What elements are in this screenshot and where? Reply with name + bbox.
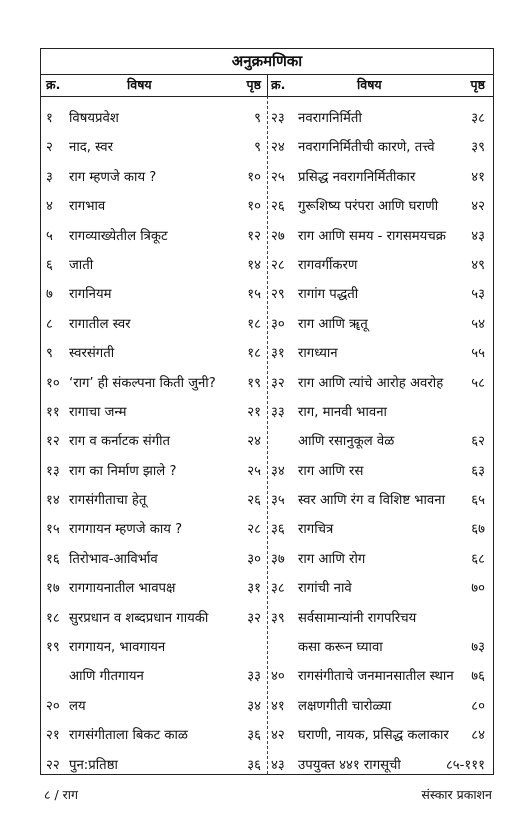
toc-row bbox=[41, 604, 267, 633]
header-subject: विषय bbox=[357, 77, 382, 92]
toc-entry-number: ३० bbox=[271, 316, 285, 332]
toc-entry-page: ३४ bbox=[247, 698, 261, 714]
toc-row bbox=[267, 310, 493, 339]
toc-entry-number: १२ bbox=[46, 434, 60, 450]
toc-entry-number: ३५ bbox=[271, 493, 285, 509]
toc-entry-page: ३६ bbox=[247, 757, 261, 773]
toc-entry-subject: रागसंगीताला बिकट काळ bbox=[69, 728, 188, 744]
toc-entry-number: २९ bbox=[271, 287, 285, 303]
toc-entry-number: ३८ bbox=[271, 581, 285, 597]
toc-entry-page: १५ bbox=[247, 287, 261, 303]
toc-entry-subject: रागसंगीताचे जनमानसातील स्थान bbox=[298, 669, 454, 685]
toc-entry-page: ५४ bbox=[471, 316, 485, 332]
toc-entry-subject: सर्वसामान्यांनी रागपरिचय bbox=[298, 610, 417, 626]
toc-entry-page: ७६ bbox=[471, 669, 485, 685]
header-right bbox=[267, 74, 493, 97]
toc-row bbox=[41, 310, 267, 339]
toc-entry-number: १८ bbox=[46, 610, 60, 626]
toc-entry-subject: रागसंगीताचा हेतू bbox=[69, 493, 147, 509]
toc-entry-number: १० bbox=[46, 375, 60, 391]
toc-entry-number: २५ bbox=[271, 169, 285, 185]
toc-entry-page: ७३ bbox=[471, 640, 485, 656]
toc-row bbox=[41, 222, 267, 251]
toc-entry-subject: रागभाव bbox=[69, 199, 106, 215]
toc-entry-page: २६ bbox=[247, 493, 261, 509]
toc-entry-subject: जाती bbox=[69, 257, 94, 273]
toc-row bbox=[41, 457, 267, 486]
toc-entry-subject: रागगायनातील भावपक्ष bbox=[69, 581, 176, 597]
toc-entry-subject: लय bbox=[69, 698, 86, 714]
toc-entry-page: ३८ bbox=[471, 111, 485, 126]
toc-entry-page: ३३ bbox=[247, 669, 261, 685]
toc-entry-subject: स्वर आणि रंग व विशिष्ट भावना bbox=[298, 493, 445, 509]
toc-entry-subject: राग आणि रोग bbox=[298, 551, 366, 567]
toc-entry-page: ३६ bbox=[247, 728, 261, 744]
toc-row bbox=[41, 398, 267, 427]
toc-row bbox=[41, 369, 267, 398]
toc-entry-page: ८५-१११ bbox=[445, 757, 485, 773]
toc-entry-page: ९ bbox=[254, 140, 261, 156]
toc-title: अनुक्रमणिका bbox=[41, 49, 493, 75]
toc-row bbox=[41, 280, 267, 309]
toc-row bbox=[267, 104, 493, 133]
toc-entry-number: ४३ bbox=[271, 757, 285, 773]
toc-entry-number: २० bbox=[46, 698, 60, 714]
toc-entry-page: १८ bbox=[247, 316, 261, 332]
toc-entry-page: ५३ bbox=[471, 287, 485, 303]
header-page: पृष्ठ bbox=[470, 77, 485, 92]
toc-entry-subject: उपयुक्त ४४१ रागसूची bbox=[298, 757, 401, 773]
left-column bbox=[41, 104, 267, 780]
toc-entry-number: २२ bbox=[46, 757, 60, 773]
toc-entry-number: २३ bbox=[271, 111, 285, 126]
toc-entry-page: ३९ bbox=[471, 140, 485, 156]
toc-row bbox=[41, 662, 267, 691]
toc-row bbox=[267, 457, 493, 486]
toc-entry-page: २५ bbox=[247, 463, 261, 479]
toc-entry-subject: ‘राग’ ही संकल्पना किती जुनी? bbox=[69, 375, 216, 391]
toc-entry-page: ७० bbox=[471, 581, 485, 597]
toc-entry-number: ८ bbox=[46, 316, 53, 332]
toc-entry-subject: रागवर्गीकरण bbox=[298, 257, 358, 273]
toc-row bbox=[267, 251, 493, 280]
toc-entry-number: ११ bbox=[46, 404, 60, 420]
toc-entry-page: ८० bbox=[471, 698, 485, 714]
toc-entry-page: १० bbox=[247, 169, 261, 185]
toc-entry-number: १७ bbox=[46, 581, 60, 597]
toc-entry-subject: राग आणि त्यांचे आरोह अवरोह bbox=[298, 375, 444, 391]
toc-entry-subject: रागगायन म्हणजे काय ? bbox=[69, 522, 183, 538]
toc-entry-page: ३० bbox=[247, 551, 261, 567]
toc-row bbox=[41, 427, 267, 456]
toc-entry-number: ४ bbox=[46, 199, 53, 215]
toc-row bbox=[267, 545, 493, 574]
toc-entry-number: ३७ bbox=[271, 551, 285, 567]
toc-row bbox=[41, 721, 267, 750]
toc-entry-subject: रागचित्र bbox=[298, 522, 334, 538]
toc-entry-subject: नाद, स्वर bbox=[69, 140, 113, 156]
toc-entry-subject: रागगायन, भावगायन bbox=[69, 640, 166, 656]
toc-entry-subject: लक्षणगीती चारोळ्या bbox=[298, 698, 392, 714]
toc-entry-subject: राग म्हणजे काय ? bbox=[69, 169, 157, 185]
toc-entry-number: ७ bbox=[46, 287, 53, 303]
toc-row bbox=[41, 133, 267, 162]
toc-row bbox=[41, 251, 267, 280]
toc-row bbox=[267, 721, 493, 750]
toc-row bbox=[41, 486, 267, 515]
toc-row bbox=[41, 192, 267, 221]
toc-entry-subject: रागांची नावे bbox=[298, 581, 352, 597]
toc-entry-number: ३ bbox=[46, 169, 53, 185]
toc-row bbox=[41, 104, 267, 133]
toc-row bbox=[267, 339, 493, 368]
toc-row bbox=[267, 280, 493, 309]
right-column bbox=[267, 104, 493, 780]
toc-row bbox=[41, 545, 267, 574]
toc-row bbox=[267, 398, 493, 427]
toc-row bbox=[267, 133, 493, 162]
toc-entry-subject: कसा करून घ्यावा bbox=[298, 640, 383, 656]
toc-row bbox=[267, 486, 493, 515]
toc-entry-number: ३१ bbox=[271, 346, 285, 362]
toc-entry-page: १४ bbox=[247, 257, 261, 273]
toc-entry-page: ६३ bbox=[471, 463, 485, 479]
toc-row bbox=[267, 662, 493, 691]
toc-entry-page: ६५ bbox=[471, 493, 485, 509]
toc-row bbox=[267, 163, 493, 192]
toc-entry-number: ३२ bbox=[271, 375, 285, 391]
toc-entry-page: ४२ bbox=[471, 199, 485, 215]
toc-entry-page: २४ bbox=[247, 434, 261, 450]
toc-row bbox=[41, 574, 267, 603]
toc-entry-number: १३ bbox=[46, 463, 60, 479]
toc-entry-page: ६२ bbox=[471, 434, 485, 450]
toc-row bbox=[41, 633, 267, 662]
header-page: पृष्ठ bbox=[246, 77, 261, 92]
toc-row bbox=[267, 222, 493, 251]
toc-row bbox=[267, 633, 493, 662]
toc-entry-page: ४९ bbox=[471, 257, 485, 273]
toc-entry-page: ५८ bbox=[471, 375, 485, 391]
toc-entry-page: ६८ bbox=[471, 551, 485, 567]
toc-entry-subject: सुरप्रधान व शब्दप्रधान गायकी bbox=[69, 610, 209, 626]
toc-entry-number: ६ bbox=[46, 257, 53, 273]
toc-entry-number: ४१ bbox=[271, 698, 285, 714]
toc-row bbox=[41, 751, 267, 780]
toc-entry-page: २८ bbox=[247, 522, 261, 538]
toc-entry-subject: नवरागनिर्मिती bbox=[298, 111, 362, 126]
toc-entry-subject: गुरूशिष्य परंपरा आणि घराणी bbox=[298, 199, 439, 215]
toc-entry-number: ५ bbox=[46, 228, 53, 244]
toc-entry-subject: राग का निर्माण झाले ? bbox=[69, 463, 177, 479]
toc-entry-number: २४ bbox=[271, 140, 285, 156]
toc-entry-subject: राग आणि समय - रागसमयचक्र bbox=[298, 228, 446, 244]
toc-entry-number: २६ bbox=[271, 199, 285, 215]
header-number: क्र. bbox=[46, 77, 61, 92]
toc-entry-number: ४२ bbox=[271, 728, 285, 744]
header-number: क्र. bbox=[271, 77, 286, 92]
toc-entry-page: १९ bbox=[247, 375, 261, 391]
toc-entry-number: १ bbox=[46, 111, 53, 126]
toc-entry-number: ४० bbox=[271, 669, 285, 685]
toc-row bbox=[267, 515, 493, 544]
toc-entry-subject: रागातील स्वर bbox=[69, 316, 131, 332]
toc-entry-page: ४३ bbox=[471, 228, 485, 244]
toc-entry-subject: विषयप्रवेश bbox=[69, 111, 119, 126]
toc-entry-number: ३६ bbox=[271, 522, 285, 538]
toc-entry-number: १४ bbox=[46, 493, 60, 509]
toc-row bbox=[267, 574, 493, 603]
toc-entry-subject: आणि रसानुकूल वेळ bbox=[298, 434, 395, 450]
toc-entry-subject: पुन:प्रतिष्ठा bbox=[69, 757, 118, 773]
toc-row bbox=[41, 692, 267, 721]
toc-entry-page: १८ bbox=[247, 346, 261, 362]
toc-entry-page: ६७ bbox=[471, 522, 485, 538]
toc-entry-page: २१ bbox=[247, 404, 261, 420]
toc-entry-subject: नवरागनिर्मितीची कारणे, तत्त्वे bbox=[298, 140, 435, 156]
toc-row bbox=[267, 604, 493, 633]
toc-entry-subject: तिरोभाव-आविर्भाव bbox=[69, 551, 158, 567]
publisher-footer: संस्कार प्रकाशन bbox=[421, 787, 492, 802]
toc-entry-number: १५ bbox=[46, 522, 60, 538]
toc-entry-page: ३१ bbox=[247, 581, 261, 597]
toc-entry-page: ४१ bbox=[471, 169, 485, 185]
toc-row bbox=[267, 692, 493, 721]
toc-entry-subject: रागव्याख्येतील त्रिकूट bbox=[69, 228, 168, 244]
toc-row bbox=[41, 163, 267, 192]
toc-entry-subject: राग आणि रस bbox=[298, 463, 364, 479]
toc-entry-number: १६ bbox=[46, 551, 60, 567]
toc-entry-number: ३३ bbox=[271, 404, 285, 420]
toc-entry-number: ३४ bbox=[271, 463, 285, 479]
toc-entry-page: ९ bbox=[254, 111, 261, 126]
header-left bbox=[41, 74, 267, 97]
toc-entry-subject: रागाचा जन्म bbox=[69, 404, 127, 420]
toc-row bbox=[41, 515, 267, 544]
toc-entry-number: ३९ bbox=[271, 610, 285, 626]
toc-entry-page: १२ bbox=[247, 228, 261, 244]
toc-entry-page: १० bbox=[247, 199, 261, 215]
toc-entry-number: ९ bbox=[46, 346, 53, 362]
toc-entry-subject: रागांग पद्धती bbox=[298, 287, 359, 303]
toc-entry-subject: राग आणि ॠतू bbox=[298, 316, 368, 332]
toc-row bbox=[41, 339, 267, 368]
toc-entry-subject: रागध्यान bbox=[298, 346, 338, 362]
toc-entry-number: २१ bbox=[46, 728, 60, 744]
toc-row bbox=[267, 751, 493, 780]
toc-entry-subject: स्वरसंगती bbox=[69, 346, 115, 362]
toc-row bbox=[267, 427, 493, 456]
toc-entry-number: १९ bbox=[46, 640, 60, 656]
toc-entry-subject: प्रसिद्ध नवरागनिर्मितीकार bbox=[298, 169, 416, 185]
toc-entry-number: २८ bbox=[271, 257, 285, 273]
page-footer-left: ८ / राग bbox=[44, 787, 79, 802]
toc-entry-number: २ bbox=[46, 140, 53, 156]
toc-entry-number: २७ bbox=[271, 228, 285, 244]
toc-entry-subject: रागनियम bbox=[69, 287, 112, 303]
header-subject: विषय bbox=[127, 77, 152, 92]
toc-entry-page: ८४ bbox=[471, 728, 485, 744]
toc-entry-subject: आणि गीतगायन bbox=[69, 669, 144, 685]
toc-entry-subject: राग व कर्नाटक संगीत bbox=[69, 434, 171, 450]
toc-row bbox=[267, 369, 493, 398]
toc-row bbox=[267, 192, 493, 221]
toc-entry-subject: राग, मानवी भावना bbox=[298, 404, 387, 420]
toc-entry-subject: घराणी, नायक, प्रसिद्ध कलाकार bbox=[298, 728, 449, 744]
toc-entry-page: ३२ bbox=[247, 610, 261, 626]
toc-entry-page: ५५ bbox=[471, 346, 485, 362]
toc-table bbox=[40, 48, 494, 775]
